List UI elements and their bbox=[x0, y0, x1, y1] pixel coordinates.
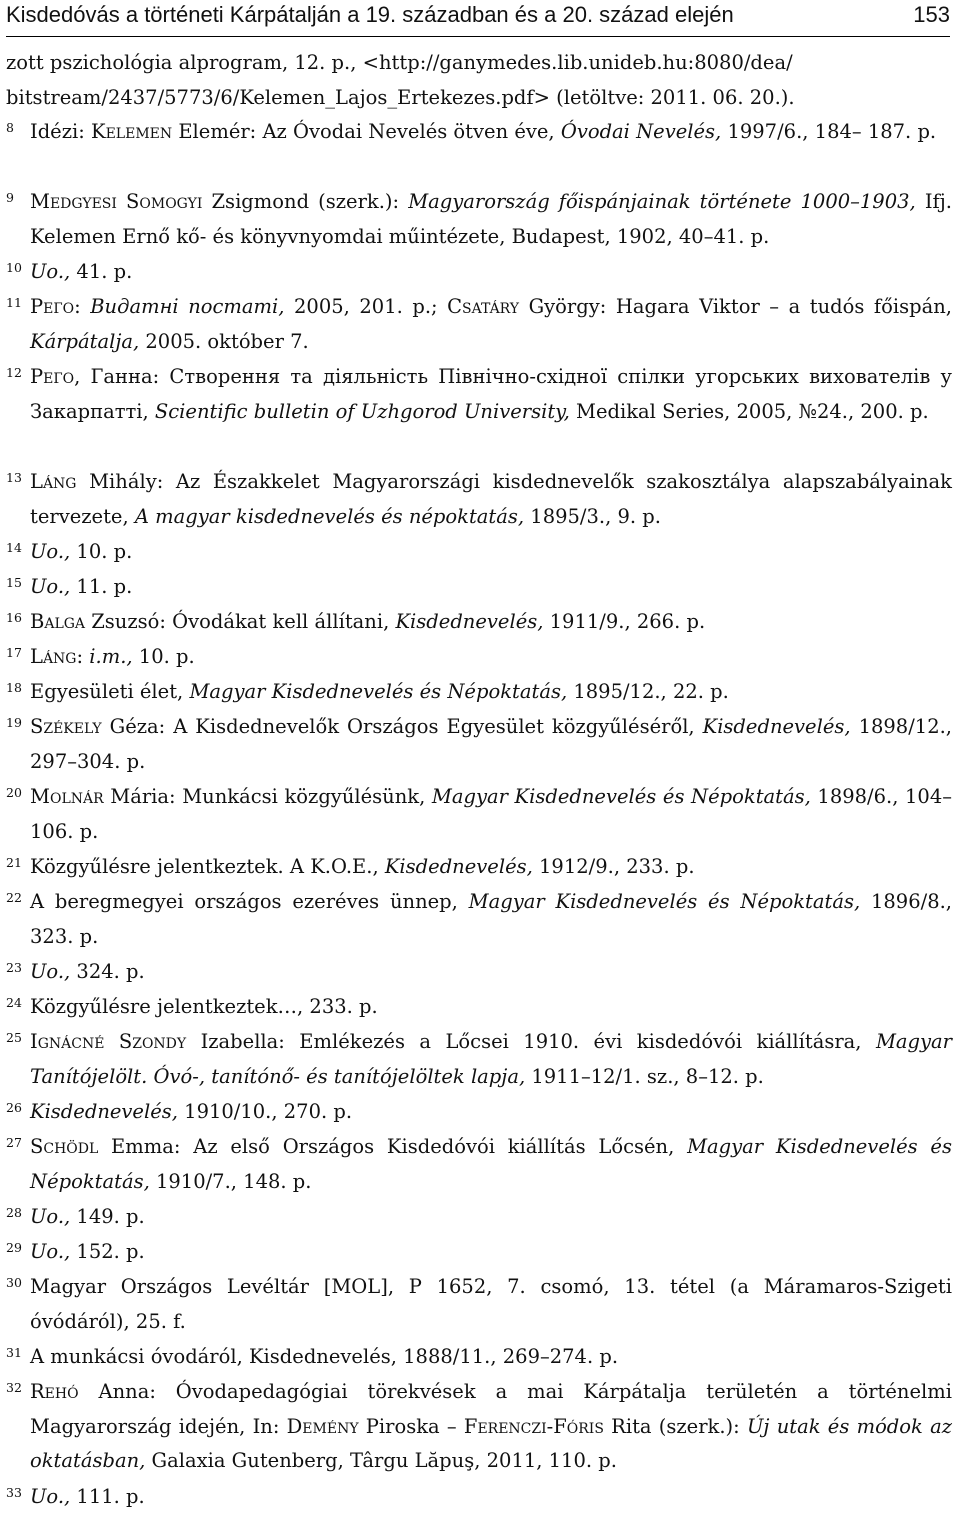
footnote-number: 25 bbox=[6, 1030, 22, 1045]
footnote-number: 32 bbox=[6, 1380, 22, 1395]
publication-title: Kisdednevelés, bbox=[702, 715, 851, 738]
author-name: Ferenczi-Fóris bbox=[463, 1414, 604, 1438]
footnote-17: 17 Láng: i.m., 10. p. bbox=[6, 640, 952, 675]
footnote-31: 31 A munkácsi óvodáról, Kisdednevelés, 1888/11., 269–274. p. bbox=[6, 1340, 952, 1375]
footnote-continuation bbox=[6, 46, 952, 115]
footnote-33: 33 Uo., 111. p. bbox=[6, 1480, 952, 1515]
footnote-9: 9 Medgyesi Somogyi Zsigmond (szerk.): Magyarország főispánjainak története 1000–1903, Ifj. Kelemen Ernő kő- és könyvnyomdai műintézete, Budapest, 1902, 40–41. p. bbox=[6, 185, 952, 254]
footnote-25: 25 Ignácné Szondy Izabella: Emlékezés a Lőcsei 1910. évi kisdedóvói kiállításra, Magyar Tanítójelölt. Óvó-, tanítónő- és tanítójelöltek lapja, 1911–12/1. sz., 8–12. p. bbox=[6, 1025, 952, 1094]
footnote-18: 18 Egyesületi élet, Magyar Kisdednevelés és Népoktatás, 1895/12., 22. p. bbox=[6, 675, 952, 710]
author-name: Balga bbox=[30, 610, 86, 633]
author-name: Schödl bbox=[30, 1135, 99, 1158]
footnote-number: 16 bbox=[6, 610, 22, 625]
footnote-number: 21 bbox=[6, 855, 22, 870]
publication-title: Magyar Kisdednevelés és Népoktatás, bbox=[30, 1135, 952, 1193]
footnote-number: 15 bbox=[6, 575, 22, 590]
footnote-number: 20 bbox=[6, 785, 22, 800]
author-name: Demény bbox=[286, 1414, 359, 1438]
page-number: 153 bbox=[913, 2, 950, 27]
publication-title: Magyar Kisdednevelés és Népoktatás, bbox=[189, 680, 568, 703]
author-name: Székely bbox=[30, 715, 102, 738]
footnote-number: 24 bbox=[6, 995, 22, 1010]
publication-title: Видатні постаті, bbox=[90, 295, 285, 318]
publication-title: Magyarország főispánjainak története 1000–1903, bbox=[408, 190, 916, 213]
footnote-28: 28 Uo., 149. p. bbox=[6, 1200, 952, 1235]
publication-title: Kisdednevelés, bbox=[384, 855, 533, 878]
footnote-24: 24 Közgyűlésre jelentkeztek…, 233. p. bbox=[6, 990, 952, 1025]
footnote-20: 20 Molnár Mária: Munkácsi közgyűlésünk, Magyar Kisdednevelés és Népoktatás, 1898/6., 104–106. p. bbox=[6, 780, 952, 849]
continuation-line: zott pszichológia alprogram, 12. p., <http://ganymedes.lib.unideb.hu:8080/dea/ bbox=[6, 51, 793, 74]
footnote-10: 10 Uo., 41. p. bbox=[6, 255, 952, 290]
publication-title: Kisdednevelés, bbox=[395, 610, 544, 633]
footnote-number: 14 bbox=[6, 540, 22, 555]
publication-title: Scientific bulletin of Uzhgorod University, bbox=[154, 399, 570, 423]
footnote-12: 12 Рего, Ганна: Створення та діяльність Північно-східної спілки угорських вихователів у Закарпатті, Scientific bulletin of Uzhgorod University, Medikal Series, 2005, №24., 200. p. bbox=[6, 360, 952, 429]
footnote-number: 33 bbox=[6, 1485, 22, 1500]
publication-title: Kisdednevelés, bbox=[30, 1100, 178, 1123]
publication-title: Új utak és módok az oktatásban, bbox=[30, 1414, 952, 1473]
publication-title: Magyar Kisdednevelés és Népoktatás, bbox=[468, 890, 861, 913]
footnote-number: 18 bbox=[6, 680, 22, 695]
footnote-26: 26 Kisdednevelés, 1910/10., 270. p. bbox=[6, 1095, 952, 1130]
author-name: Medgyesi Somogyi bbox=[30, 190, 203, 213]
footnote-15: 15 Uo., 11. p. bbox=[6, 570, 952, 605]
footnote-11: 11 Рего: Видатні постаті, 2005, 201. p.; Csatáry György: Hagara Viktor – a tudós főispán, Kárpátalja, 2005. október 7. bbox=[6, 290, 952, 359]
author-name: Ignácné Szondy bbox=[30, 1030, 187, 1053]
footnote-number: 29 bbox=[6, 1240, 22, 1255]
footnote-number: 11 bbox=[6, 295, 22, 310]
footnote-number: 9 bbox=[6, 190, 14, 205]
author-name: Láng bbox=[30, 645, 77, 668]
footnote-number: 22 bbox=[6, 890, 22, 905]
footnote-13: 13 Láng Mihály: Az Északkelet Magyarországi kisdednevelők szakosztálya alapszabályainak tervezete, A magyar kisdednevelés és népoktatás, 1895/3., 9. p. bbox=[6, 465, 952, 534]
footnote-29: 29 Uo., 152. p. bbox=[6, 1235, 952, 1270]
footnote-22: 22 A beregmegyei országos ezeréves ünnep, Magyar Kisdednevelés és Népoktatás, 1896/8., 323. p. bbox=[6, 885, 952, 954]
footnote-number: 28 bbox=[6, 1205, 22, 1220]
footnote-14: 14 Uo., 10. p. bbox=[6, 535, 952, 570]
footnote-number: 8 bbox=[6, 120, 14, 135]
footnote-19: 19 Székely Géza: A Kisdednevelők Országos Egyesület közgyűléséről, Kisdednevelés, 1898/12., 297–304. p. bbox=[6, 710, 952, 779]
footnote-number: 10 bbox=[6, 260, 22, 275]
footnote-16: 16 Balga Zsuzsó: Óvodákat kell állítani, Kisdednevelés, 1911/9., 266. p. bbox=[6, 605, 952, 640]
author-name: Kelemen bbox=[91, 120, 173, 143]
author-name: Рего bbox=[30, 295, 75, 318]
footnote-8: 8 Idézi: Kelemen Elemér: Az Óvodai Nevelés ötven éve, Óvodai Nevelés, 1997/6., 184– 187. p. bbox=[6, 115, 952, 150]
publication-title: Magyar Kisdednevelés és Népoktatás, bbox=[431, 785, 811, 808]
continuation-line: bitstream/2437/5773/6/Kelemen_Lajos_Ertekezes.pdf> (letöltve: 2011. 06. 20.). bbox=[6, 85, 795, 109]
footnote-23: 23 Uo., 324. p. bbox=[6, 955, 952, 990]
footnote-30: 30 Magyar Országos Levéltár [MOL], P 1652, 7. csomó, 13. tétel (a Máramaros-Szigeti óvódáról), 25. f. bbox=[6, 1270, 952, 1339]
footnote-number: 19 bbox=[6, 715, 22, 730]
footnote-32: 32 Rehó Anna: Óvodapedagógiai törekvések a mai Kárpátalja területén a történelmi Magyarország idején, In: Demény Piroska – Ferenczi-Fóris Rita (szerk.): Új utak és módok az oktatásban, Galaxia Gutenberg, Târgu Lăpuş, 2011, 110. p. bbox=[6, 1375, 952, 1479]
footnote-number: 13 bbox=[6, 470, 22, 485]
running-header bbox=[6, 0, 950, 37]
footnote-number: 26 bbox=[6, 1100, 22, 1115]
footnote-27: 27 Schödl Emma: Az első Országos Kisdedóvói kiállítás Lőcsén, Magyar Kisdednevelés és Népoktatás, 1910/7., 148. p. bbox=[6, 1130, 952, 1199]
footnote-number: 31 bbox=[6, 1345, 22, 1360]
author-name: Рего bbox=[30, 365, 75, 388]
author-name: Csatáry bbox=[447, 295, 520, 318]
footnote-number: 23 bbox=[6, 960, 22, 975]
publication-title: Kárpátalja, bbox=[30, 329, 140, 353]
footnote-number: 27 bbox=[6, 1135, 22, 1150]
publication-title: Magyar Tanítójelölt. Óvó-, tanítónő- és tanítójelöltek lapja, bbox=[30, 1030, 952, 1088]
publication-title: A magyar kisdednevelés és népoktatás, bbox=[134, 504, 525, 528]
author-name: Láng bbox=[30, 470, 77, 493]
footnote-number: 12 bbox=[6, 365, 22, 380]
author-name: Rehó bbox=[30, 1380, 79, 1403]
footnote-21: 21 Közgyűlésre jelentkeztek. A K.O.E., Kisdednevelés, 1912/9., 233. p. bbox=[6, 850, 952, 885]
footnote-number: 30 bbox=[6, 1275, 22, 1290]
header-title: Kisdedóvás a történeti Kárpátalján a 19. században és a 20. század elején bbox=[6, 2, 734, 27]
author-name: Molnár bbox=[30, 785, 104, 808]
publication-title: Óvodai Nevelés, bbox=[560, 120, 722, 143]
footnote-number: 17 bbox=[6, 645, 22, 660]
